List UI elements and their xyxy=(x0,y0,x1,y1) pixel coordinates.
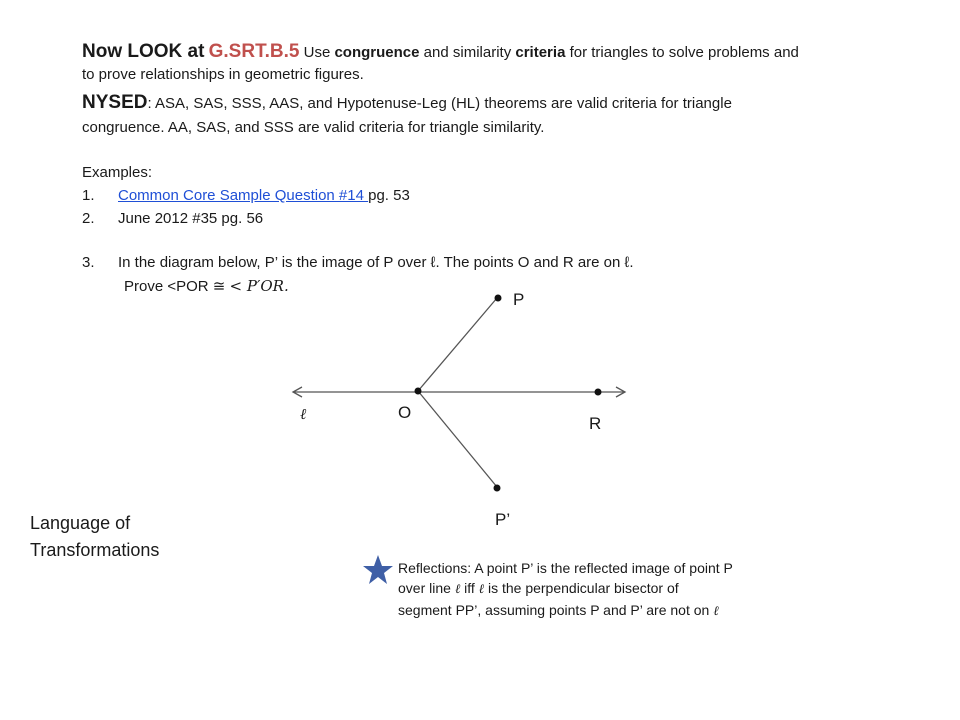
sidebar-title xyxy=(30,510,230,564)
prove-math: < P′OR. xyxy=(229,277,289,295)
example-text: In the diagram below, P’ is the image of P over ℓ. The points O and R are on ℓ. xyxy=(118,254,634,271)
reflection-definition xyxy=(398,558,828,622)
header-rest-text: for triangles to solve problems and xyxy=(569,44,799,61)
label-p: P xyxy=(513,290,525,309)
nysed-label: NYSED xyxy=(82,92,148,113)
prove-prefix: Prove <POR ≅ xyxy=(124,278,230,295)
ell-symbol: ℓ xyxy=(478,582,485,597)
sidebar-title-line: Language of xyxy=(30,513,131,533)
reflection-text: is the perpendicular bisector of xyxy=(484,580,679,596)
point-p xyxy=(495,295,502,302)
point-r xyxy=(595,389,602,396)
examples-heading: Examples: xyxy=(82,164,153,181)
standard-code: G.SRT.B.5 xyxy=(208,41,300,62)
now-look-text: Now LOOK at xyxy=(82,41,205,62)
reflection-line xyxy=(398,578,828,600)
label-p-prime: P’ xyxy=(495,510,511,529)
ell-symbol: ℓ xyxy=(713,604,719,619)
reflection-text: iff xyxy=(460,580,479,596)
ell-symbol: ℓ xyxy=(454,582,461,597)
segment-op xyxy=(418,298,497,391)
criteria-text: criteria xyxy=(515,44,566,61)
use-text: Use xyxy=(303,44,331,61)
example-page: pg. 53 xyxy=(368,187,410,204)
point-p-prime xyxy=(494,485,501,492)
label-r: R xyxy=(589,414,602,433)
reflection-text: segment PP’, assuming points P and P’ are not on xyxy=(398,602,714,618)
nysed-line-2: congruence. AA, SAS, and SSS are valid criteria for triangle similarity. xyxy=(82,119,545,136)
example-text: June 2012 #35 pg. 56 xyxy=(118,210,264,227)
similarity-text: and similarity xyxy=(423,44,512,61)
example-number: 2. xyxy=(82,210,95,227)
example-number: 1. xyxy=(82,187,95,204)
example-number: 3. xyxy=(82,254,95,271)
reflection-line xyxy=(398,600,828,622)
star-icon xyxy=(362,554,394,586)
reflection-text: over line xyxy=(398,580,455,596)
sample-question-link[interactable]: Common Core Sample Question #14 xyxy=(118,187,369,204)
label-line-l: ℓ xyxy=(300,405,307,423)
sidebar-title-line: Transformations xyxy=(30,540,160,560)
reflection-line: Reflections: A point P’ is the reflected image of point P xyxy=(398,560,733,576)
label-o: O xyxy=(398,403,412,422)
congruence-text: congruence xyxy=(334,44,420,61)
header-line-2: to prove relationships in geometric figures. xyxy=(82,66,364,83)
nysed-text: : ASA, SAS, SSS, AAS, and Hypotenuse-Leg (HL) theorems are valid criteria for triangle xyxy=(147,95,732,112)
segment-op-prime xyxy=(418,391,497,487)
point-o xyxy=(415,388,422,395)
